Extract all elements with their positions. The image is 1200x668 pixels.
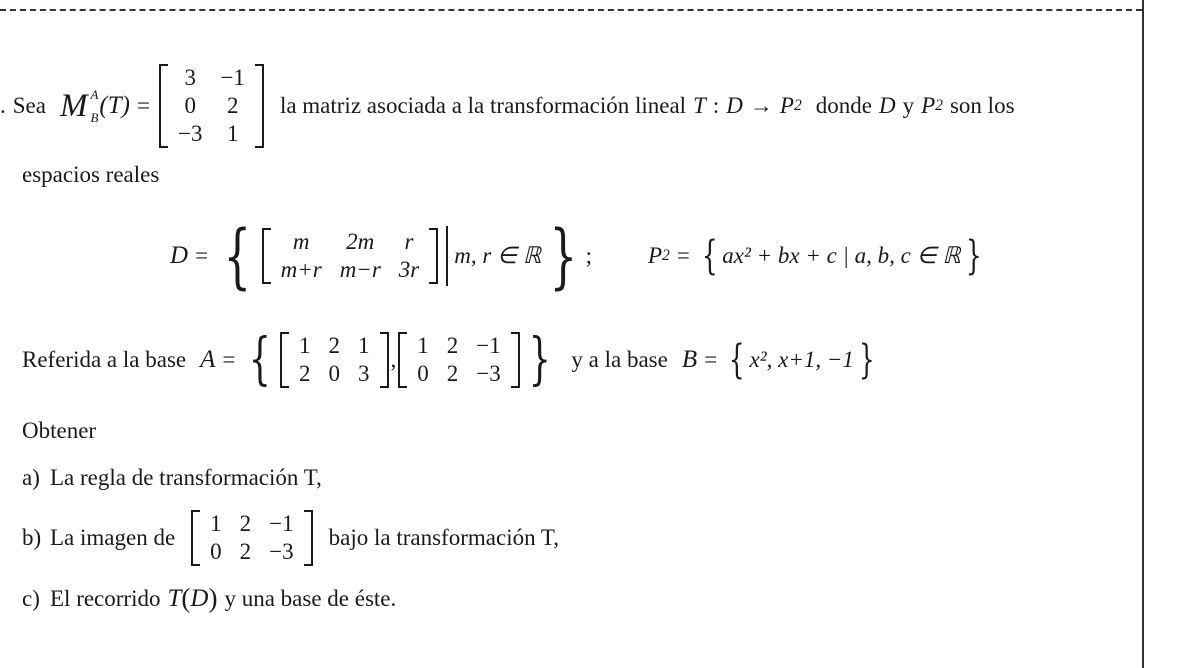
P2-set-body: ax² + bx + c | a, b, c ∈ ℝ (722, 242, 961, 268)
matrix-cell: −1 (269, 511, 294, 536)
arg-open-paren: ( (99, 92, 108, 119)
item-c-lead: El recorrido (50, 585, 161, 611)
matrix-cell: 3r (398, 256, 420, 282)
item-a (22, 465, 322, 491)
matrix-cells (290, 332, 379, 388)
matrix-sub-index: B (90, 109, 99, 125)
matrix-row (290, 332, 379, 360)
item-b-lead: La imagen de (50, 525, 176, 550)
line1-tail-text: son los (949, 93, 1015, 118)
matrix-row (169, 92, 254, 120)
matrix-cell: 2 (239, 511, 252, 536)
matrix-cells (272, 228, 429, 284)
matrix-cell: m+r (280, 256, 322, 282)
matrix-row (201, 510, 302, 538)
equals-sign-B: = (704, 347, 718, 372)
map-colon: : (712, 93, 720, 118)
tail-y: y (902, 93, 915, 118)
item-c-T: T (167, 584, 182, 612)
basis-A-symbol: A (200, 346, 216, 373)
item-c-marker: c) (22, 585, 40, 611)
tail-P: P (921, 93, 936, 118)
basis-B-symbol: B (681, 346, 698, 373)
matrix-cell: −3 (269, 539, 294, 564)
problem-statement-line-1 (0, 64, 1015, 148)
matrix-cell: 1 (299, 333, 311, 358)
right-margin-rule (1142, 0, 1144, 668)
equals-sign-1: = (136, 93, 150, 118)
basis-A-comma: , (390, 347, 397, 372)
matrix-cell: 3 (184, 65, 196, 90)
matrix-row (272, 256, 429, 284)
item-a-marker: a) (22, 465, 40, 490)
matrix-row (408, 360, 509, 388)
matrix-D-generic (260, 228, 441, 284)
matrix-cell: 3 (358, 361, 370, 386)
equals-sign-P: = (676, 242, 690, 268)
matrix-row (201, 538, 302, 566)
matrix-row (169, 120, 254, 148)
left-curly-brace-B: { (728, 336, 745, 383)
right-bracket (429, 228, 438, 284)
set-definitions-line (170, 214, 986, 297)
matrix-cell: −3 (476, 361, 501, 386)
matrix-sup-index: A (90, 86, 99, 102)
right-curly-brace-D: } (549, 214, 578, 297)
right-bracket (511, 332, 520, 388)
left-curly-brace-P: { (701, 232, 718, 279)
matrix-cell: −1 (476, 333, 501, 358)
matrix-row (169, 64, 254, 92)
matrix-cells (408, 332, 509, 388)
matrix-cells (169, 64, 254, 148)
matrix-cell: −3 (177, 121, 203, 146)
semicolon-separator: ; (585, 242, 592, 268)
basis-A-matrix-1 (278, 332, 391, 388)
bases-lead: Referida a la base (22, 347, 187, 372)
map-codomain-P: P (779, 93, 794, 118)
item-c-tail: y una base de éste. (224, 585, 397, 611)
matrix-cell: 1 (417, 333, 429, 358)
dashed-separator (0, 9, 1142, 11)
item-a-text: La regla de transformación T, (50, 465, 322, 490)
right-curly-brace-B: } (858, 336, 875, 383)
arg-T: T (107, 92, 122, 119)
document-content (0, 30, 1140, 660)
line-espacios-reales: espacios reales (22, 162, 160, 187)
basis-A-matrix-2 (396, 332, 521, 388)
matrix-cell: m (292, 228, 310, 254)
right-bracket (255, 64, 264, 148)
right-bracket (304, 510, 313, 566)
matrix-cell: 2 (299, 361, 311, 386)
problem-number: . (0, 93, 6, 118)
map-domain-D: D (726, 93, 743, 118)
left-bracket (398, 332, 407, 388)
matrix-row (408, 332, 509, 360)
line1-lead: Sea (12, 93, 46, 118)
tail-P-subscript: 2 (935, 97, 943, 114)
matrix-cell: 2 (446, 361, 459, 386)
bases-middle-text: y a la base (571, 347, 668, 372)
right-curly-brace-P: } (965, 232, 982, 279)
bases-line (22, 326, 879, 392)
item-b-marker: b) (22, 525, 42, 550)
matrix-symbol-M: M (59, 87, 88, 124)
matrix-basis-indices (89, 86, 99, 125)
matrix-row (290, 360, 379, 388)
matrix-cell: 1 (210, 511, 222, 536)
item-c (22, 583, 396, 614)
left-bracket (159, 64, 168, 148)
map-arrow: → (749, 93, 773, 118)
matrix-row (272, 228, 429, 256)
matrix-cell: 0 (184, 93, 196, 118)
item-b (22, 510, 559, 566)
obtener-heading: Obtener (22, 418, 97, 443)
right-bracket (380, 332, 389, 388)
basis-B-set-body: x², x+1, −1 (749, 347, 854, 372)
matrix-cell: 1 (358, 333, 370, 358)
left-curly-brace-D: { (223, 214, 252, 297)
matrix-cell: r (404, 228, 414, 254)
matrix-cell: 2 (446, 333, 459, 358)
left-bracket (280, 332, 289, 388)
P2-subscript: 2 (662, 246, 670, 264)
right-curly-brace-A: } (528, 326, 551, 392)
matrix-cell: 0 (210, 539, 222, 564)
tail-D: D (878, 93, 896, 118)
item-c-paren-close: ) (208, 583, 218, 613)
arg-close-paren: ) (121, 92, 130, 119)
matrix-cell: 2 (328, 333, 341, 358)
left-curly-brace-A: { (249, 326, 272, 392)
matrix-cell: 0 (328, 361, 341, 386)
item-b-tail: bajo la transformación T, (328, 525, 560, 550)
item-c-paren-open: ( (181, 583, 191, 613)
equals-sign-A: = (222, 347, 236, 372)
line1-after-text: la matriz asociada a la transformación lineal (279, 93, 687, 118)
map-codomain-subscript: 2 (793, 97, 802, 114)
left-bracket (262, 228, 271, 284)
P2-symbol: P (647, 242, 663, 268)
matrix-cell: 2 (239, 539, 252, 564)
item-b-matrix (189, 510, 314, 566)
matrix-cell: −1 (220, 65, 245, 90)
D-condition: m, r ∈ ℝ (454, 242, 542, 268)
set-condition-divider (446, 226, 448, 286)
matrix-MAB (157, 64, 266, 148)
equals-sign-D: = (195, 242, 209, 268)
matrix-cells (201, 510, 302, 566)
matrix-cell: 0 (417, 361, 429, 386)
matrix-cell: m−r (339, 256, 381, 282)
matrix-cell: 2 (226, 93, 239, 118)
left-bracket (191, 510, 200, 566)
line1-donde: donde (815, 93, 872, 118)
D-symbol: D (170, 241, 189, 269)
matrix-cell: 2m (346, 228, 375, 254)
matrix-cell: 1 (226, 121, 239, 146)
item-c-D: D (190, 584, 209, 612)
map-T: T (693, 93, 706, 118)
